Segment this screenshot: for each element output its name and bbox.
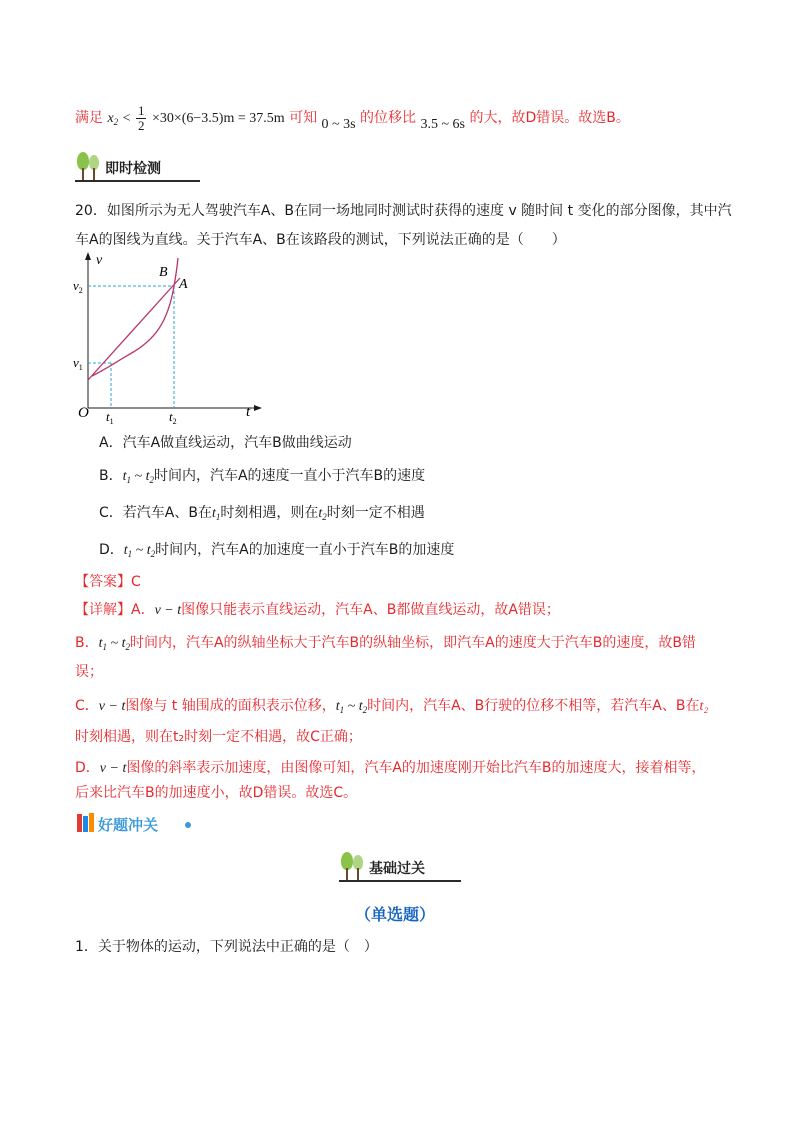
v1-label: $v_1$ xyxy=(73,355,83,372)
detail-c: C．v − t图像与 t 轴围成的面积表示位移，$t_1$ ~ $t_2$时间内，汽车A、B行驶的位移不相等，若汽车A、B在t₂ xyxy=(75,698,709,715)
range-t1-t2: $t_1$ ~ $t_2$ xyxy=(122,469,154,485)
detail-b: B．$t_1$ ~ $t_2$时间内，汽车A的纵轴坐标大于汽车B的纵轴坐标，即汽车A的速度大于汽车B的速度，故B错 xyxy=(75,635,696,652)
x-axis-arrow xyxy=(254,405,262,411)
origin-label: O xyxy=(78,405,89,421)
interval-2: 3.5 ~ 6s xyxy=(420,117,465,132)
answer-label: 【答案】C xyxy=(75,574,141,590)
detail-a: 【详解】A．v − t图像只能表示直线运动，汽车A、B都做直线运动，故A错误； xyxy=(75,602,560,618)
banner-underline xyxy=(75,180,200,182)
banner-instant-check xyxy=(75,150,200,182)
lt-sign: < xyxy=(122,111,131,126)
banner-underline xyxy=(339,880,461,882)
banner-title: 好题冲关 xyxy=(98,816,159,834)
label-b: B xyxy=(159,265,168,280)
banner-title: 即时检测 xyxy=(105,161,161,177)
banner-good-questions xyxy=(75,808,205,840)
line-a xyxy=(88,278,180,380)
y-axis-arrow xyxy=(85,252,91,260)
books-icon xyxy=(77,814,82,832)
option-b: B．$t_1$ ~ $t_2$时间内，汽车A的速度一直小于汽车B的速度 xyxy=(99,468,426,485)
solution-d-continuation xyxy=(75,103,630,133)
formula-x-sub: 2 xyxy=(113,117,119,127)
detail-c-cont: 时刻相遇，则在t₂时刻一定不相遇，故C正确； xyxy=(75,729,362,745)
middle-text: 可知 xyxy=(289,110,318,126)
t1-label: $t_1$ xyxy=(106,409,114,426)
question-20-line1: 20．如图所示为无人驾驶汽车A、B在同一场地同时测试时获得的速度 v 随时间 t 变化的部分图像，其中汽 xyxy=(75,203,732,219)
fraction-half xyxy=(136,104,147,133)
formula-rest: ×30×(6−3.5)m = 37.5m xyxy=(151,111,285,126)
frac-num: 1 xyxy=(137,102,145,118)
detail-b-cont: 误； xyxy=(75,664,103,680)
t2-label: $t_2$ xyxy=(169,409,177,426)
section-title: （单选题） xyxy=(355,905,436,924)
detail-d-cont: 后来比汽车B的加速度小，故D错误。故选C。 xyxy=(75,785,358,801)
banner-title: 基础过关 xyxy=(369,861,425,877)
y-axis-label: v xyxy=(96,253,103,268)
middle2-text: 的位移比 xyxy=(360,110,417,126)
option-d: D．$t_1$ ~ $t_2$时间内，汽车A的加速度一直小于汽车B的加速度 xyxy=(99,542,455,559)
banner-basic xyxy=(339,850,461,882)
question-1: 1．关于物体的运动，下列说法中正确的是（ ） xyxy=(75,939,378,955)
option-c: C．若汽车A、B在$t_1$时刻相遇，则在$t_2$时刻一定不相遇 xyxy=(99,505,425,522)
interval-1: 0 ~ 3s xyxy=(321,117,356,132)
option-a: A．汽车A做直线运动，汽车B做曲线运动 xyxy=(99,435,352,451)
formula-x: x xyxy=(107,111,114,126)
question-20-line2: 车A的图线为直线。关于汽车A、B在该路段的测试，下列说法正确的是（ ） xyxy=(75,232,566,248)
detail-d: D．v − t图像的斜率表示加速度，由图像可知，汽车A的加速度刚开始比汽车B的加速度大，接着相等， xyxy=(75,760,706,776)
x-axis-label: t xyxy=(246,404,251,420)
frac-den: 2 xyxy=(137,117,145,133)
label-a: A xyxy=(179,277,188,292)
dot-icon xyxy=(185,822,191,828)
prefix-text: 满足 xyxy=(75,110,103,126)
v2-label: $v_2$ xyxy=(73,278,83,295)
suffix-text: 的大，故D错误。故选B。 xyxy=(469,110,630,126)
vt-graph xyxy=(70,250,270,426)
